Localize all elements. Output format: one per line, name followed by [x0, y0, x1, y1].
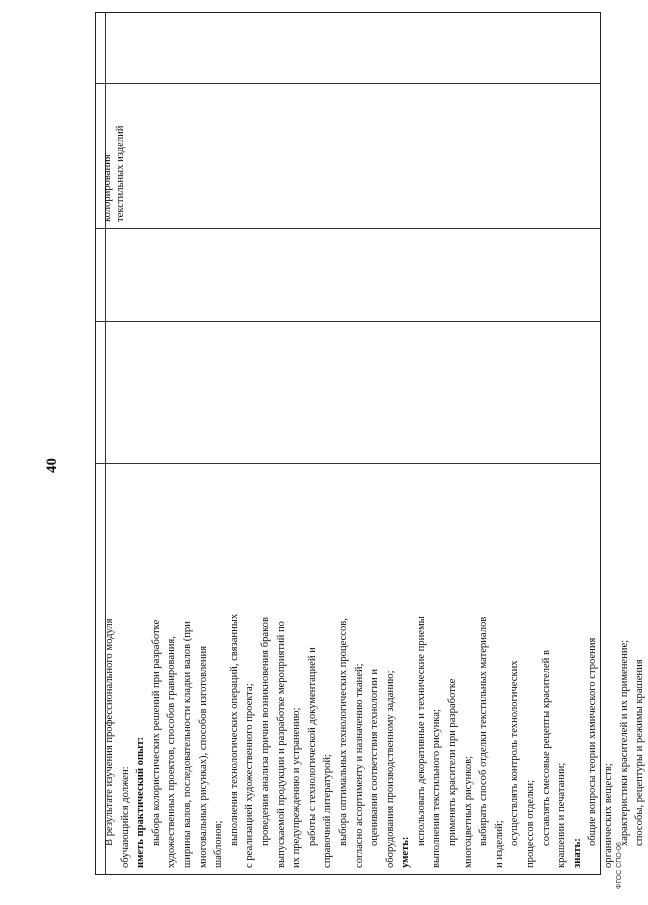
intro-line: В результате изучения профессионального модуля [104, 618, 115, 846]
intro-line: обучающийся должен: [119, 766, 131, 868]
list-item: осуществлять контроль технологических [509, 660, 521, 846]
list-item: выполнения текстильного рисунка; [431, 709, 443, 868]
list-item: оборудования производственному заданию; [384, 670, 396, 868]
subject-line: текстильных изделий [115, 125, 126, 222]
list-item: использовать декоративные и технические приемы [415, 616, 427, 846]
list-item: процессов отделки; [525, 779, 537, 868]
list-item: работы с технологической документацией и [306, 647, 318, 846]
column-divider-4 [96, 83, 600, 84]
list-item: многовальных рисунках), способов изготовления [197, 645, 209, 868]
list-item: проведения анализа причин возникновения браков [259, 617, 271, 846]
list-item: органических веществ; [603, 763, 614, 868]
list-item: оценивания соответствия технологии и [369, 668, 381, 846]
page-number: 40 [44, 458, 60, 473]
practical-experience-heading: иметь практический опыт: [135, 736, 147, 868]
list-item: характеристики красителей и их применение; [618, 639, 630, 846]
list-item: общие вопросы теории химического строения [587, 637, 599, 846]
skills-heading: уметь: [400, 836, 412, 868]
list-item: выполнения технологических операций, связанных [228, 613, 240, 846]
list-item: справочной литературой; [322, 754, 334, 868]
list-item: крашении и печатании; [556, 762, 568, 868]
list-item: ширины валов, последовательности кладки валов (при [181, 621, 193, 868]
list-item: выбирать способ отделки текстильных материалов [478, 616, 490, 846]
subject-column [101, 126, 127, 222]
knowledge-heading: знать: [571, 838, 583, 868]
list-item: выбора колористических решений при разработке [150, 619, 162, 846]
list-item: многоцветных рисунков; [462, 755, 474, 868]
list-item: художественных проектов, способов гравирования, [166, 636, 178, 868]
column-divider-1 [96, 463, 600, 464]
list-item: способы, рецептуры и режимы крашения [634, 659, 646, 846]
form-code-label: ФГОС СПО-06 [616, 842, 623, 889]
list-item: выбора оптимальных технологических процессов, [337, 618, 349, 846]
column-divider-3 [96, 228, 600, 229]
list-item: и изделий; [493, 820, 505, 868]
list-item: составлять смесовые рецепты красителей в [540, 650, 552, 846]
requirements-column [102, 468, 648, 868]
list-item: их предупреждению и устранению; [291, 707, 303, 868]
list-item: шаблонов; [213, 820, 225, 868]
list-item: согласно ассортименту и назначению тканей; [353, 663, 365, 868]
list-item: применять красители при разработке [447, 678, 459, 846]
subject-line: колорирования [102, 154, 113, 222]
list-item: с реализацией художественного проекта; [244, 683, 256, 868]
column-divider-2 [96, 321, 600, 322]
list-item: выпускаемой продукции и разработке мероприятий по [275, 621, 287, 868]
